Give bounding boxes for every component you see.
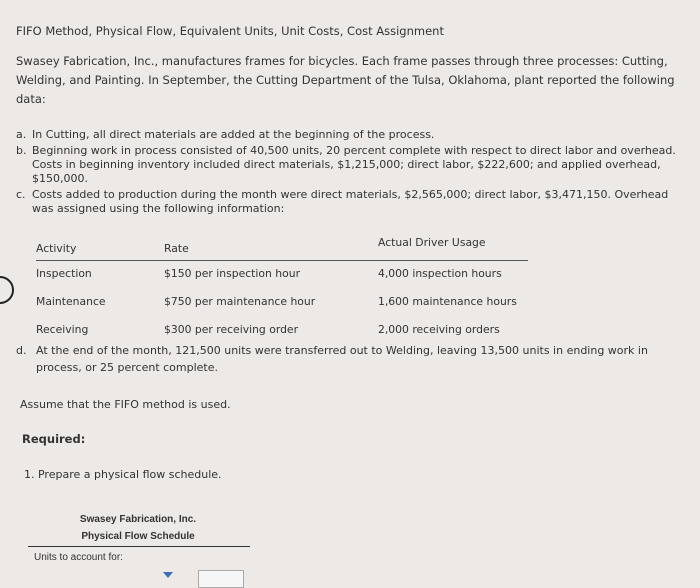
list-item-c bbox=[16, 188, 686, 216]
list-text: At the end of the month, 121,500 units were transferred out to Welding, leaving 13,500 units in ending work in process, or 25 percent complete. bbox=[36, 344, 648, 374]
cell-rate: $300 per receiving order bbox=[164, 323, 299, 336]
header-rate: Rate bbox=[164, 242, 189, 255]
list-marker: d. bbox=[16, 344, 27, 357]
cell-rate: $750 per maintenance hour bbox=[164, 295, 316, 308]
table-row bbox=[36, 317, 528, 345]
question-1: 1. Prepare a physical flow schedule. bbox=[24, 468, 222, 481]
schedule-company: Swasey Fabrication, Inc. bbox=[79, 514, 197, 525]
cell-activity: Maintenance bbox=[36, 295, 106, 308]
list-item-a bbox=[16, 128, 686, 142]
table-row bbox=[36, 261, 528, 289]
cell-driver: 1,600 maintenance hours bbox=[378, 295, 517, 308]
problem-intro: Swasey Fabrication, Inc., manufactures frames for bicycles. Each frame passes through three processes: Cutting, Welding, and Painting. In September, the Cutting Department of the Tulsa, Oklahoma, plant reported the following data: bbox=[16, 54, 675, 106]
cell-rate: $150 per inspection hour bbox=[164, 267, 301, 280]
schedule-title: Physical Flow Schedule bbox=[81, 531, 195, 542]
required-heading: Required: bbox=[22, 432, 86, 446]
units-amount-input[interactable] bbox=[198, 570, 244, 588]
list-item-d bbox=[16, 342, 686, 376]
list-text: In Cutting, all direct materials are added at the beginning of the process. bbox=[32, 128, 435, 141]
cell-activity: Receiving bbox=[36, 323, 89, 336]
list-marker: c. bbox=[16, 188, 26, 201]
cell-activity: Inspection bbox=[36, 267, 92, 280]
assumption-text: Assume that the FIFO method is used. bbox=[20, 398, 231, 411]
binder-ring-icon bbox=[0, 276, 14, 304]
list-text: Costs added to production during the month were direct materials, $2,565,000; direct labor, $3,471,150. Overhead was assigned using the following information: bbox=[32, 188, 669, 215]
problem-title: FIFO Method, Physical Flow, Equivalent Units, Unit Costs, Cost Assignment bbox=[16, 24, 444, 38]
overhead-table bbox=[36, 236, 528, 345]
cell-driver: 4,000 inspection hours bbox=[378, 267, 502, 280]
list-marker: a. bbox=[16, 128, 27, 141]
chevron-down-icon[interactable] bbox=[163, 572, 173, 578]
schedule-divider bbox=[28, 546, 250, 547]
cell-driver: 2,000 receiving orders bbox=[378, 323, 500, 336]
table-header bbox=[36, 236, 528, 261]
units-to-account-label: Units to account for: bbox=[34, 552, 123, 563]
header-driver: Actual Driver Usage bbox=[378, 236, 486, 249]
list-item-b bbox=[16, 144, 686, 186]
data-list bbox=[16, 128, 686, 218]
list-text: Beginning work in process consisted of 40,500 units, 20 percent complete with respect to direct labor and overhead. Costs in beginning inventory included direct materials, $1,215,000; direct labor, $222,600; and applied overhead, $150,000. bbox=[32, 144, 676, 185]
table-row bbox=[36, 289, 528, 317]
list-marker: b. bbox=[16, 144, 27, 157]
header-activity: Activity bbox=[36, 242, 77, 255]
